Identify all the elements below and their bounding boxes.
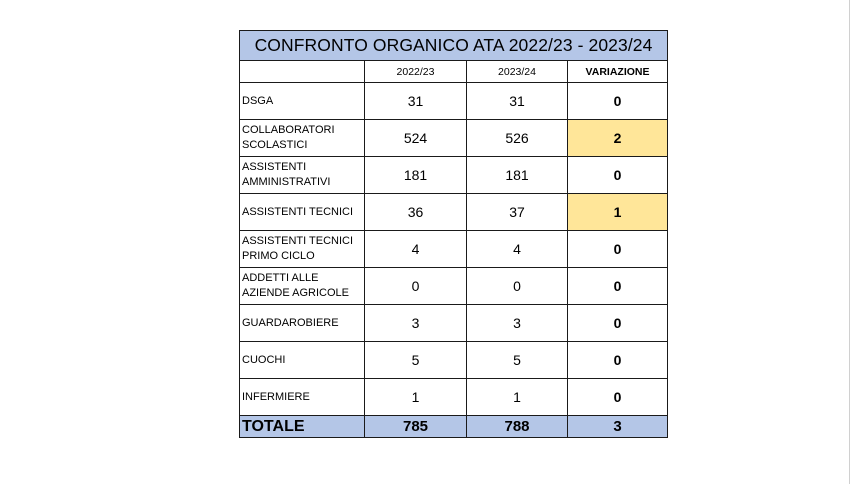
- value-2022-23: 0: [365, 268, 467, 305]
- value-variazione: 0: [568, 268, 668, 305]
- row-label: GUARDAROBIERE: [240, 305, 365, 342]
- value-2023-24: 4: [467, 231, 568, 268]
- value-variazione: 2: [568, 120, 668, 157]
- row-label: DSGA: [240, 83, 365, 120]
- row-label: ASSISTENTI TECNICI: [240, 194, 365, 231]
- value-2023-24: 526: [467, 120, 568, 157]
- table-row: [240, 305, 668, 342]
- total-variazione: 3: [568, 416, 668, 438]
- value-2022-23: 31: [365, 83, 467, 120]
- ata-comparison-table: [239, 30, 668, 438]
- header-variazione: VARIAZIONE: [568, 61, 668, 83]
- value-2022-23: 524: [365, 120, 467, 157]
- value-2023-24: 1: [467, 379, 568, 416]
- value-2023-24: 0: [467, 268, 568, 305]
- table-title: CONFRONTO ORGANICO ATA 2022/23 - 2023/24: [240, 31, 668, 61]
- total-2023-24: 788: [467, 416, 568, 438]
- value-2023-24: 37: [467, 194, 568, 231]
- value-2022-23: 181: [365, 157, 467, 194]
- table-row: [240, 83, 668, 120]
- row-label: COLLABORATORI SCOLASTICI: [240, 120, 365, 157]
- row-label: ASSISTENTI AMMINISTRATIVI: [240, 157, 365, 194]
- table-row: [240, 157, 668, 194]
- row-label: ADDETTI ALLE AZIENDE AGRICOLE: [240, 268, 365, 305]
- row-label: INFERMIERE: [240, 379, 365, 416]
- value-2022-23: 3: [365, 305, 467, 342]
- value-variazione: 0: [568, 379, 668, 416]
- table-row: [240, 231, 668, 268]
- total-2022-23: 785: [365, 416, 467, 438]
- value-2023-24: 5: [467, 342, 568, 379]
- value-variazione: 0: [568, 83, 668, 120]
- header-row: [240, 61, 668, 83]
- value-2022-23: 36: [365, 194, 467, 231]
- value-2023-24: 3: [467, 305, 568, 342]
- header-2022-23: 2022/23: [365, 61, 467, 83]
- value-variazione: 0: [568, 305, 668, 342]
- table-row: [240, 194, 668, 231]
- header-empty: [240, 61, 365, 83]
- total-row: [240, 416, 668, 438]
- table-row: [240, 379, 668, 416]
- page-edge-rule: [849, 0, 850, 484]
- value-variazione: 1: [568, 194, 668, 231]
- table-row: [240, 120, 668, 157]
- value-2022-23: 5: [365, 342, 467, 379]
- value-2023-24: 181: [467, 157, 568, 194]
- value-variazione: 0: [568, 231, 668, 268]
- title-row: [240, 31, 668, 61]
- value-2023-24: 31: [467, 83, 568, 120]
- value-2022-23: 4: [365, 231, 467, 268]
- value-2022-23: 1: [365, 379, 467, 416]
- row-label: CUOCHI: [240, 342, 365, 379]
- header-2023-24: 2023/24: [467, 61, 568, 83]
- value-variazione: 0: [568, 157, 668, 194]
- table-row: [240, 342, 668, 379]
- table-row: [240, 268, 668, 305]
- total-label: TOTALE: [240, 416, 365, 438]
- value-variazione: 0: [568, 342, 668, 379]
- row-label: ASSISTENTI TECNICI PRIMO CICLO: [240, 231, 365, 268]
